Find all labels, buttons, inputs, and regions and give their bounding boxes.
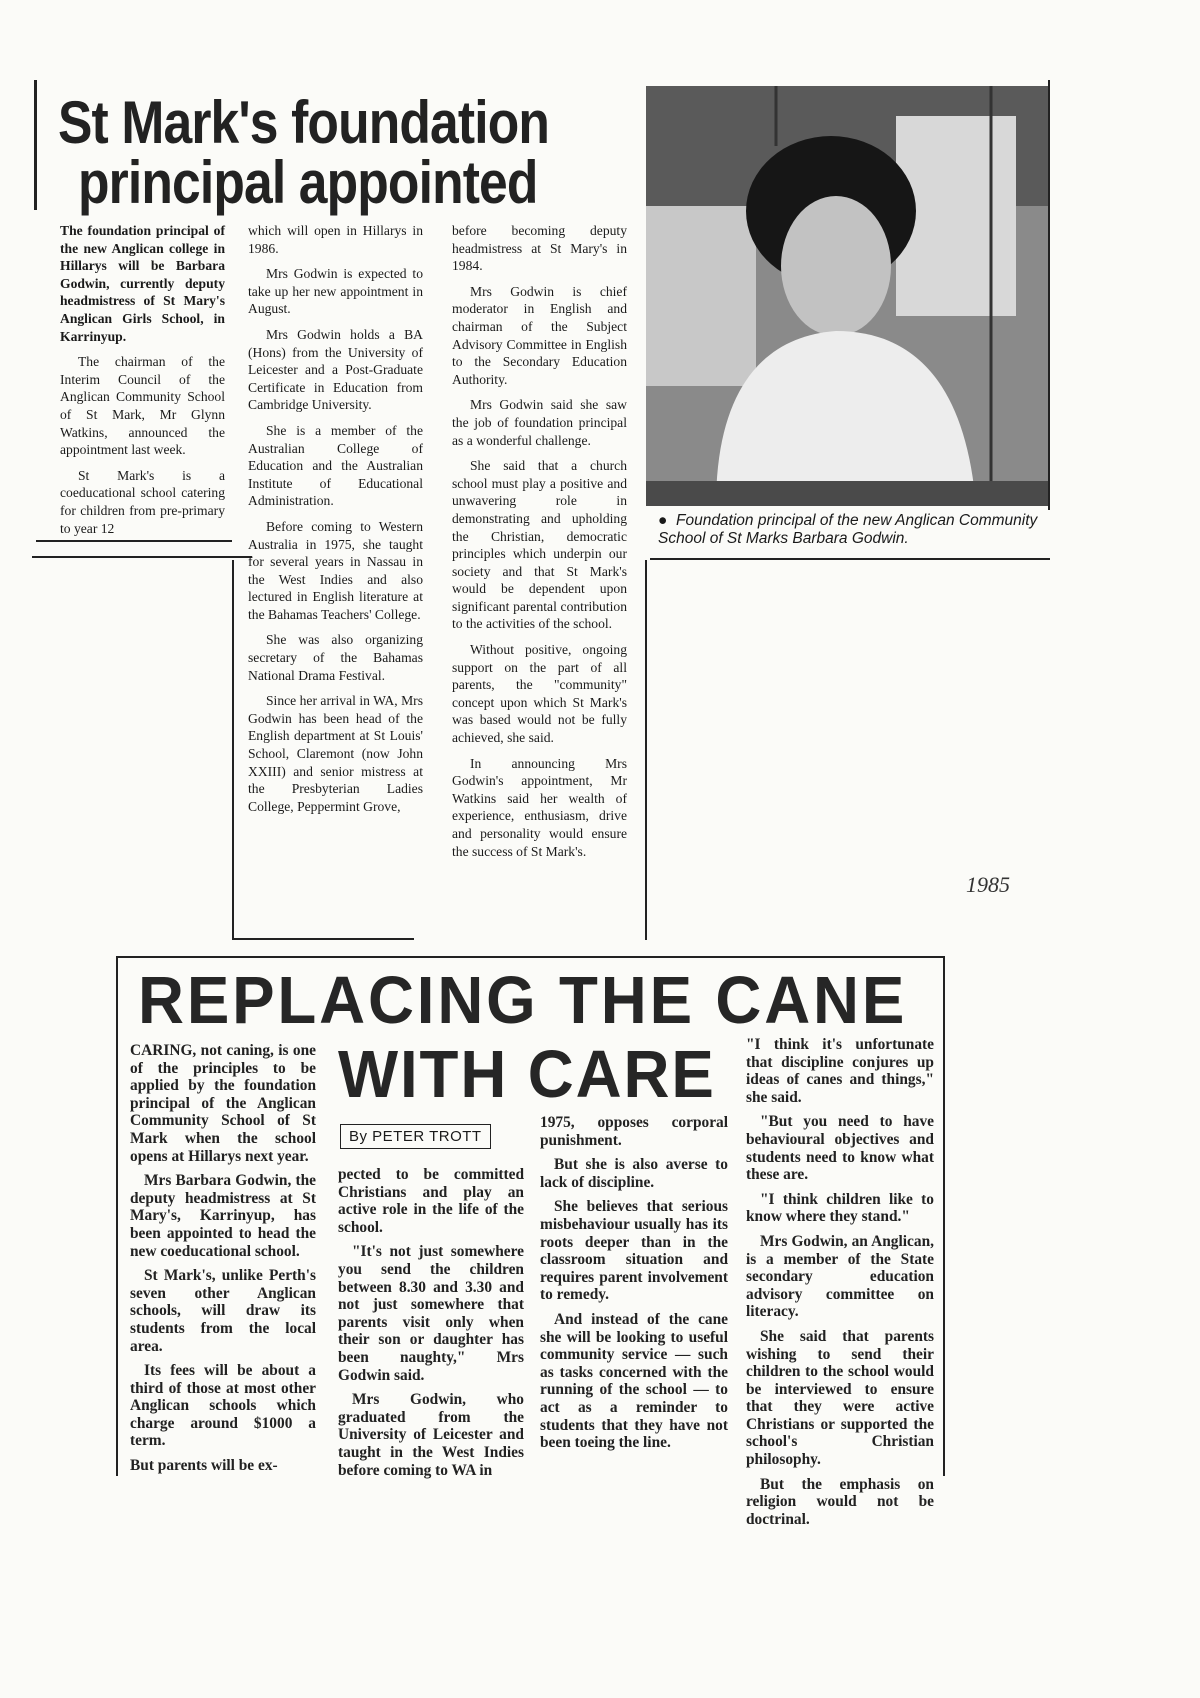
article1-col2-para: She is a member of the Australian College of Education and the Australian Institute of Educational Administration. (248, 422, 423, 509)
article1-col1-bottom-rule (32, 556, 252, 558)
bullet-icon: ● (658, 512, 676, 529)
article2-col1-para: But parents will be ex- (130, 1457, 278, 1475)
article2-headline-line2: WITH CARE (338, 1037, 716, 1112)
article2-col2-para: "It's not just somewhere you send the children between 8.30 and 3.30 and not just somewhere that parents visit only when their son or daughter has been naughty," Mrs Godwin said. (338, 1243, 524, 1384)
photo-caption-text: Foundation principal of the new Anglican Community School of St Marks Barbara Godwin. (658, 512, 1038, 547)
article2-column-2 (338, 1166, 524, 1486)
article2-col4-para: "I think it's unfortunate that discipline conjures up ideas of canes and things," she said. (746, 1036, 934, 1106)
photo-right-rule (1048, 80, 1050, 510)
portrait-photo (646, 86, 1048, 506)
article1-col2-left-rule (232, 560, 234, 940)
article1-col1-para: St Mark's is a coeducational school catering for children from pre-primary to year 12 (60, 467, 225, 536)
article1-col3-para: Mrs Godwin is chief moderator in English and chairman of the Subject Advisory Committee in English to the Secondary Education Authority. (452, 283, 627, 387)
article2-column-1 (130, 1042, 316, 1482)
article2-col3-para: But she is also averse to lack of discipline. (540, 1156, 728, 1191)
article1-column-2 (248, 222, 423, 823)
article2-column-3 (540, 1114, 728, 1459)
article2-col1-para: St Mark's, unlike Perth's seven other Anglican schools, will draw its students from the local area. (130, 1267, 316, 1355)
article1-col3-para: before becoming deputy headmistress at St Mary's in 1984. (452, 223, 627, 274)
article2-col3-para: 1975, opposes corporal punishment. (540, 1114, 728, 1149)
article1-col3-para: In announcing Mrs Godwin's appointment, Mr Watkins said her wealth of experience, enthusiasm, drive and personality would ensure the success of St Mark's. (452, 755, 627, 859)
photo-caption (658, 512, 1043, 548)
article1-column-1 (60, 222, 225, 545)
article1-col3-para: Without positive, ongoing support on the part of all parents, the "community" concept upon which St Mark's was based would not be fully achieved, she said. (452, 642, 627, 746)
handwritten-year: 1985 (966, 872, 1010, 897)
article2-col3-para: And instead of the cane she will be looking to useful community service — such as tasks concerned with the running of the school — to act as a reminder to students that they have not been toeing the line. (540, 1310, 728, 1452)
article2-col1-para: Mrs Barbara Godwin, the deputy headmistress at St Mary's, Karrinyup, has been appointed to head the new coeducational school. (130, 1172, 316, 1260)
article2-col4-para: She said that parents wishing to send their children to the school would be interviewed to ensure that they were active Christians or supported the school's Christian philosophy. (746, 1327, 934, 1469)
article1-col1-para: The foundation principal of the new Anglican college in Hillarys will be Barbara Godwin, currently deputy headmistress of St Mary's Anglican Girls School, in Karrinyup. (60, 223, 225, 344)
article2-column-4 (746, 1036, 934, 1535)
article1-left-rule (34, 80, 37, 210)
article1-headline-line2: principal appointed (78, 149, 538, 216)
portrait-photo-drawing (646, 86, 1048, 506)
article2-col4-para: Mrs Godwin, an Anglican, is a member of the State secondary education advisory committee on literacy. (746, 1232, 934, 1321)
article1-column-3 (452, 222, 627, 868)
article2-col1-para: Its fees will be about a third of those at most other Anglican schools which charge around $1000 a term. (130, 1362, 316, 1450)
article1-col3-right-rule (645, 560, 647, 940)
article1-col2-para: She was also organizing secretary of the Bahamas National Drama Festival. (248, 632, 423, 683)
article2-col2-para: pected to be committed Christians and play an active role in the life of the school. (338, 1166, 524, 1236)
article1-col2-para: which will open in Hillarys in 1986. (248, 223, 423, 256)
article1-col3-para: Mrs Godwin said she saw the job of foundation principal as a wonderful challenge. (452, 397, 627, 448)
caption-bottom-rule (650, 558, 1050, 560)
article2-col2-para: Mrs Godwin, who graduated from the University of Leicester and taught in the West Indies before coming to WA in (338, 1391, 524, 1479)
article2-col3-para: She believes that serious misbehaviour usually has its roots deeper than in the classroom situation and requires parent involvement to remedy. (540, 1198, 728, 1304)
article2-col4-para: "But you need to have behavioural objectives and students need to know what these are. (746, 1113, 934, 1184)
article1-col3-para: She said that a church school must play a positive and unwavering role in demonstrating and upholding the Christian, democratic principles which underpin our society and that St Mark's would be dependent upon significant parental contribution to the activities of the school. (452, 458, 627, 632)
article1-col1-rule (36, 540, 232, 542)
article1-col2-para: Before coming to Western Australia in 1975, she taught for several years in Nassau in the West Indies and also lectured in English literature at the Bahamas Teachers' College. (248, 518, 423, 622)
article2-col1-para: CARING, not caning, is one of the principles to be applied by the foundation principal of the Anglican Community School of St Mark when the school opens at Hillarys next year. (130, 1042, 316, 1165)
article2-col4-para: But the emphasis on religion would not be doctrinal. (746, 1475, 934, 1528)
article2-col4-para: "I think children like to know where they stand." (746, 1190, 934, 1226)
byline: By PETER TROTT (340, 1124, 491, 1149)
article1-col2-para: Mrs Godwin holds a BA (Hons) from the University of Leicester and a Post-Graduate Certificate in Education from Cambridge University. (248, 326, 423, 413)
article1-headline-line1: St Mark's foundation (58, 89, 550, 156)
article1-col2-para: Mrs Godwin is expected to take up her new appointment in August. (248, 266, 423, 317)
article1-col2-bottom-rule (234, 938, 414, 940)
article1-col1-para: The chairman of the Interim Council of the Anglican Community School of St Mark, Mr Glynn Watkins, announced the appointment last week. (60, 354, 225, 458)
article2-headline-line1: REPLACING THE CANE (138, 963, 908, 1038)
article1-col2-para: Since her arrival in WA, Mrs Godwin has been head of the English department at St Louis' School, Claremont (now John XXIII) and senior mistress at the Presbyterian Ladies College, Peppermint Grove, (248, 693, 423, 814)
